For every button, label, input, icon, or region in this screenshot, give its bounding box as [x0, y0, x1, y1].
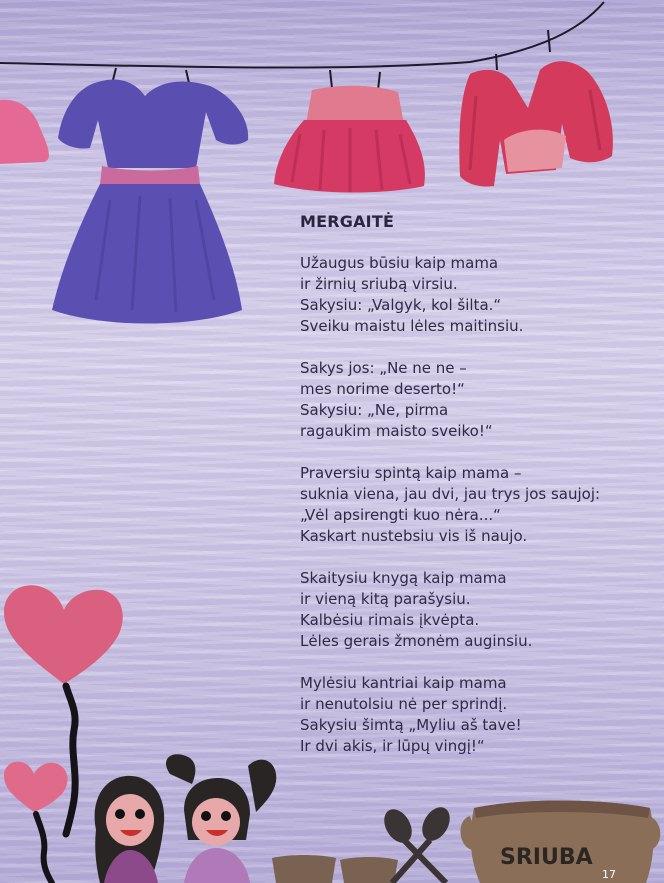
skirt-illustration — [274, 70, 425, 193]
poem-line: Kaskart nustebsiu vis iš naujo. — [300, 527, 528, 545]
heart-balloon-small — [4, 762, 68, 883]
poem-line: suknia viena, jau dvi, jau trys jos saujoj: — [300, 485, 601, 503]
poem-line: ragaukim maisto sveiko!“ — [300, 422, 493, 440]
poem-stanza — [300, 673, 650, 757]
bowl-left — [272, 855, 336, 883]
poem-line: ir žirnių sriubą virsiu. — [300, 275, 458, 293]
poem-line: mes norime deserto!“ — [300, 380, 465, 398]
poem-stanza — [300, 253, 650, 337]
poem-stanza — [300, 568, 650, 652]
poem-line: Užaugus būsiu kaip mama — [300, 254, 499, 272]
poem-line: Praversiu spintą kaip mama – — [300, 464, 522, 482]
poem-line: Kalbėsiu rimais įkvėpta. — [300, 611, 480, 629]
poem-line: Mylėsiu kantriai kaip mama — [300, 674, 507, 692]
soup-pot-illustration — [460, 801, 660, 883]
poem-stanza — [300, 358, 650, 442]
poem-line: Sakysiu: „Ne, pirma — [300, 401, 449, 419]
poem-line: „Vėl apsirengti kuo nėra...“ — [300, 506, 501, 524]
poem-line: Sveiku maistu lėles maitinsiu. — [300, 317, 524, 335]
girl-figure-right — [166, 754, 276, 883]
poem-line: Lėles gerais žmonėm auginsiu. — [300, 632, 533, 650]
poem-line: ir nenutolsiu nė per sprindį. — [300, 695, 508, 713]
poem-line: Sakys jos: „Ne ne ne – — [300, 359, 467, 377]
pot-label: SRIUBA — [500, 845, 593, 870]
sweater-illustration — [459, 30, 613, 187]
poem-title: MERGAITĖ — [300, 212, 395, 231]
poem-body — [300, 253, 650, 757]
poem-line: Ir dvi akis, ir lūpų vingį!“ — [300, 737, 485, 755]
page-number: 17 — [602, 868, 616, 881]
poem-line: Skaitysiu knygą kaip mama — [300, 569, 507, 587]
girl-figure-left — [95, 776, 165, 883]
poem-line: Sakysiu šimtą „Myliu aš tave! — [300, 716, 522, 734]
poem — [300, 212, 650, 778]
dress-illustration — [52, 68, 248, 324]
poem-line: Sakysiu: „Valgyk, kol šilta.“ — [300, 296, 502, 314]
pink-garment-partial — [0, 100, 49, 164]
bowl-middle — [340, 857, 398, 883]
poem-line: ir vieną kitą parašysiu. — [300, 590, 471, 608]
poem-stanza — [300, 463, 650, 547]
clothesline — [0, 2, 604, 68]
